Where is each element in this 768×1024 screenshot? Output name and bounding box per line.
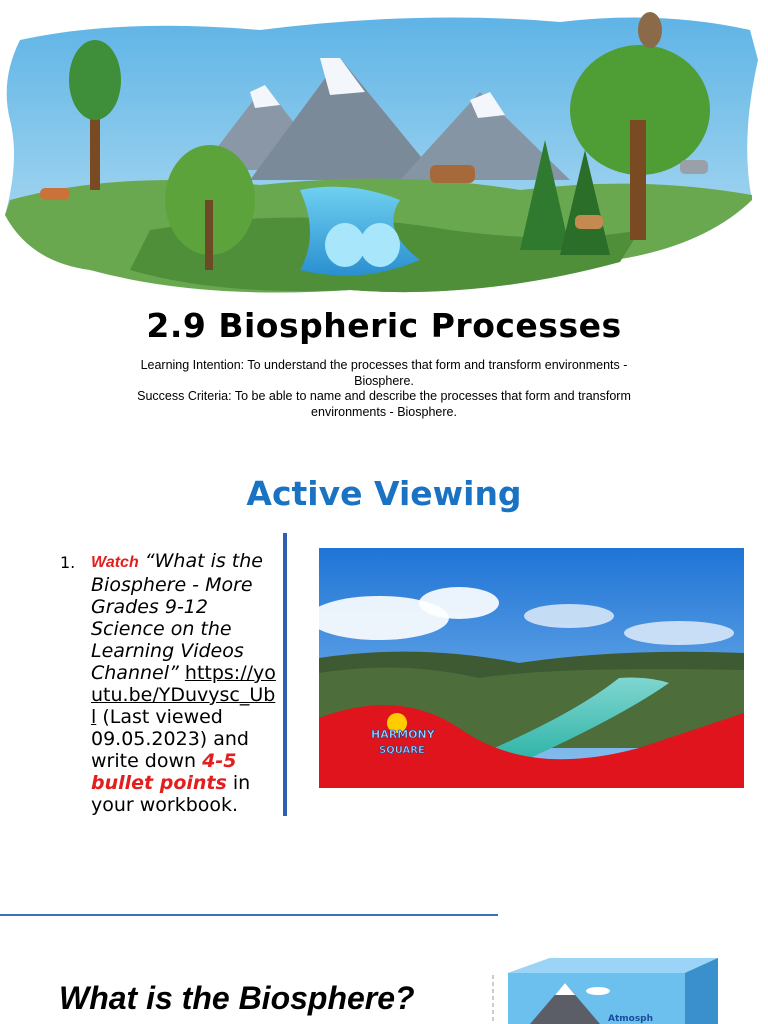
divider-horizontal xyxy=(0,914,498,916)
workbook-note: in your workbook. xyxy=(91,772,251,816)
video-thumbnail-image xyxy=(319,548,744,788)
task-instructions xyxy=(91,550,276,816)
success-criteria: Success Criteria: To be able to name and describe the processes that form and transform environments - Biosphere. xyxy=(137,389,631,419)
watch-label: Watch xyxy=(91,554,139,571)
task-number: 1. xyxy=(60,553,76,572)
active-viewing-heading: Active Viewing xyxy=(246,474,522,513)
divider-vertical xyxy=(283,533,287,816)
video-title: “What is the Biosphere - More Grades 9-12 Science on the Learning Videos Channel” xyxy=(91,550,263,684)
biosphere-banner-illustration xyxy=(0,0,768,305)
viewed-note: (Last viewed 09.05.2023) and write down xyxy=(91,706,249,772)
page-title: 2.9 Biospheric Processes xyxy=(146,306,622,345)
learning-intention: Learning Intention: To understand the processes that form and transform environments - Biosphere. xyxy=(140,358,628,388)
biosphere-layers-cube-illustration xyxy=(490,955,720,1024)
video-link[interactable]: https://youtu.be/YDuvysc_Ubl xyxy=(91,662,276,728)
logo-line-1: HARMONY xyxy=(371,728,435,741)
video-thumbnail[interactable] xyxy=(319,548,744,788)
bullet-count-highlight: 4-5 bullet points xyxy=(91,750,237,794)
cube-label: Atmosph xyxy=(608,1014,654,1024)
logo-line-2: SQUARE xyxy=(379,745,425,756)
learning-objectives xyxy=(120,358,648,420)
biosphere-heading: What is the Biosphere? xyxy=(59,980,415,1016)
